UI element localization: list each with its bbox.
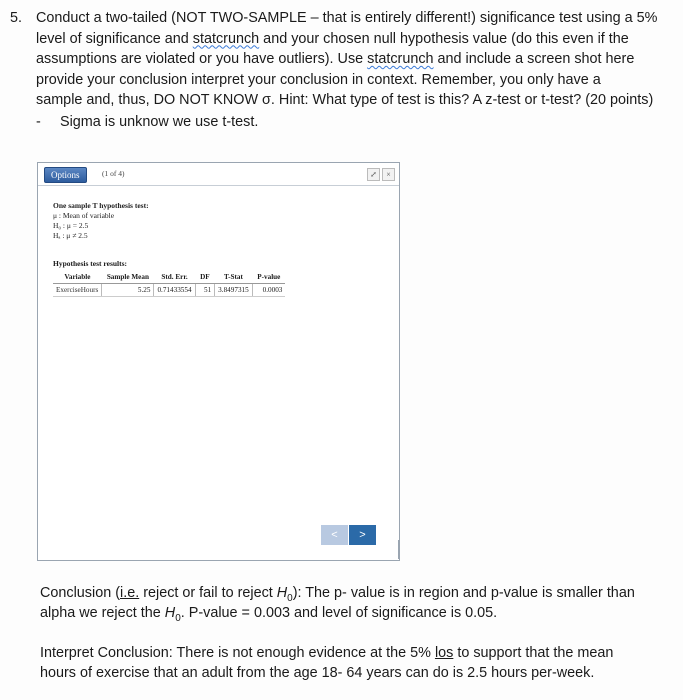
col-variable: Variable [53, 271, 102, 284]
cell-variable: ExerciseHours [53, 284, 102, 297]
question-block [10, 8, 670, 132]
cell-sample-mean: 5.25 [102, 284, 154, 297]
answer-bullet [36, 112, 670, 133]
page-navigation [321, 525, 376, 545]
page-indicator: (1 of 4) [102, 169, 125, 178]
window-controls [367, 168, 395, 181]
question-line-2: level of significance and statcrunch and your chosen null hypothesis value (do this even if the [36, 30, 629, 47]
alt-hypothesis: Hₐ : μ ≠ 2.5 [53, 231, 88, 240]
question-line-5: sample and, thus, DO NOT KNOW σ. Hint: What type of test is this? A z-test or t-test? (20 points) [36, 92, 654, 108]
col-t-stat: T-Stat [215, 271, 253, 284]
bullet-text: Sigma is unknow we use t-test. [60, 113, 259, 130]
hypothesis-setup [53, 201, 149, 241]
col-df: DF [195, 271, 215, 284]
table-header-row [53, 271, 285, 284]
test-title: One sample T hypothesis test: [53, 201, 149, 210]
close-icon[interactable]: × [382, 168, 395, 181]
results-table [53, 271, 285, 297]
bullet-dash: - [36, 113, 41, 130]
spellcheck-word: statcrunch [367, 51, 434, 67]
cell-df: 51 [195, 284, 215, 297]
window-toolbar [38, 163, 399, 186]
cell-p-value: 0.0003 [252, 284, 285, 297]
question-line-1: Conduct a two-tailed (NOT TWO-SAMPLE – that is entirely different!) significance test using a 5% [36, 10, 658, 26]
interpretation-line-1: Interpret Conclusion: There is not enough evidence at the 5% los to support that the mean [40, 645, 614, 661]
cell-std-err: 0.71433554 [154, 284, 195, 297]
options-button[interactable]: Options [44, 167, 87, 183]
question-line-4: provide your conclusion interpret your conclusion in context. Remember, you only have a [36, 71, 601, 88]
question-line-3: assumptions are violated or you have outliers). Use statcrunch and include a screen shot here [36, 51, 635, 67]
cell-t-stat: 3.8497315 [215, 284, 253, 297]
mu-definition: μ : Mean of variable [53, 211, 115, 220]
question-text [36, 8, 670, 111]
conclusion-text [40, 583, 670, 623]
statcrunch-results-window [37, 162, 400, 561]
table-row [53, 284, 285, 297]
prev-page-button[interactable]: < [321, 525, 348, 545]
expand-icon[interactable]: ⤢ [367, 168, 380, 181]
conclusion-line-2: alpha we reject the $H_0$. P-value = 0.003 and level of significance is 0.05. [40, 605, 498, 624]
spellcheck-word: statcrunch [192, 30, 260, 47]
col-p-value: P-value [252, 271, 285, 284]
null-hypothesis: H₀ : μ = 2.5 [53, 221, 89, 230]
interpretation-line-2: hours of exercise that an adult from the age 18- 64 years can do is 2.5 hours per-week. [40, 665, 595, 681]
window-resize-edge[interactable] [398, 540, 400, 559]
col-std-err: Std. Err. [154, 271, 195, 284]
col-sample-mean: Sample Mean [102, 271, 154, 284]
results-title: Hypothesis test results: [53, 259, 128, 268]
question-number: 5. [10, 10, 23, 26]
conclusion-line-1: Conclusion (i.e. reject or fail to reject $H_0$): The p- value is in region and p-value is smaller than [40, 585, 635, 604]
next-page-button[interactable]: > [349, 525, 376, 545]
interpretation-text [40, 643, 670, 683]
